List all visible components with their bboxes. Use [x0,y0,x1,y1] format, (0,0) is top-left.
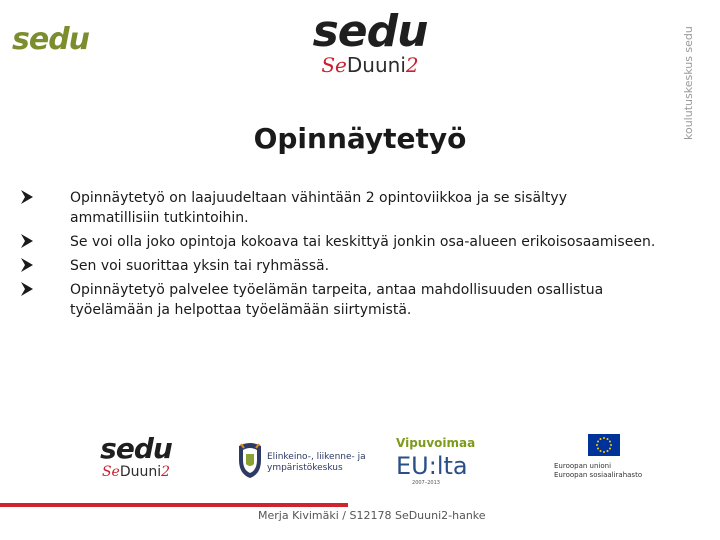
ely-text-line1: Elinkeino-, liikenne- ja [267,452,366,462]
eu-logo [554,434,643,480]
seduuni-two: 2 [405,53,419,77]
seduuni-se: Se [321,53,347,77]
sedu-corner-logo [12,22,89,57]
seduuni2-logo [300,54,440,76]
footer-credit: Merja Kivimäki / S12178 SeDuuni2-hanke [258,509,486,522]
ely-logo [235,438,366,482]
footer-seduuni2-logo [96,464,176,480]
bullet-list [20,188,710,324]
bullet-item [20,256,710,276]
footer-seduuni-two: 2 [161,464,171,480]
seduuni-duuni: Duuni [346,53,406,77]
arrow-bullet-icon [20,280,36,298]
footer-logos [0,430,720,500]
ely-emblem-icon [235,440,265,480]
vipuvoimaa-text: Vipuvoimaa [396,436,476,450]
ely-text [267,452,366,474]
arrow-bullet-icon [20,256,36,274]
arrow-bullet-icon [20,188,36,206]
eu-text-line1: Euroopan unioni [554,462,612,470]
vipuvoimaa-eu-logo [396,436,491,486]
footer-seduuni-duuni: Duuni [119,464,162,480]
bullet-text-line2: työelämään ja helpottaa työelämään siirtymistä. [70,302,412,318]
sedu-center-logo [300,6,440,77]
sedu-center-logo-text: sedu [312,6,428,57]
footer-sedu-text: sedu [100,432,172,465]
bullet-text-line2: ammatillisiin tutkintoihin. [70,210,249,226]
footer-seduuni-se: Se [101,464,120,480]
bullet-text-line1: Opinnäytetyö on laajuudeltaan vähintään 2 opintoviikkoa ja se sisältyy [70,190,567,206]
footer-red-bar [0,503,348,507]
ely-text-line2: ympäristökeskus [267,463,343,473]
eu-years-text: 2007–2013 [412,480,440,486]
side-vertical-text: koulutuskeskus sedu [682,26,695,140]
bullet-item [20,232,710,252]
bullet-item [20,188,710,228]
bullet-text-line1: Se voi olla joko opintoja kokoava tai keskittyä jonkin osa-alueen erikoisosaamiseen. [70,234,656,250]
eu-text-line2: Euroopan sosiaalirahasto [554,471,643,479]
eu-flag-icon [588,434,620,456]
bullet-text-line1: Opinnäytetyö palvelee työelämän tarpeita, antaa mahdollisuuden osallistua [70,282,604,298]
bullet-item [20,280,710,320]
bullet-text-line1: Sen voi suorittaa yksin tai ryhmässä. [70,258,330,274]
slide-title: Opinnäytetyö [253,122,467,155]
footer-sedu-logo [96,434,176,480]
eu-lta-text: EU:lta [396,452,468,480]
eu-text [554,462,643,480]
arrow-bullet-icon [20,232,36,250]
sedu-corner-logo-text: sedu [12,22,90,57]
